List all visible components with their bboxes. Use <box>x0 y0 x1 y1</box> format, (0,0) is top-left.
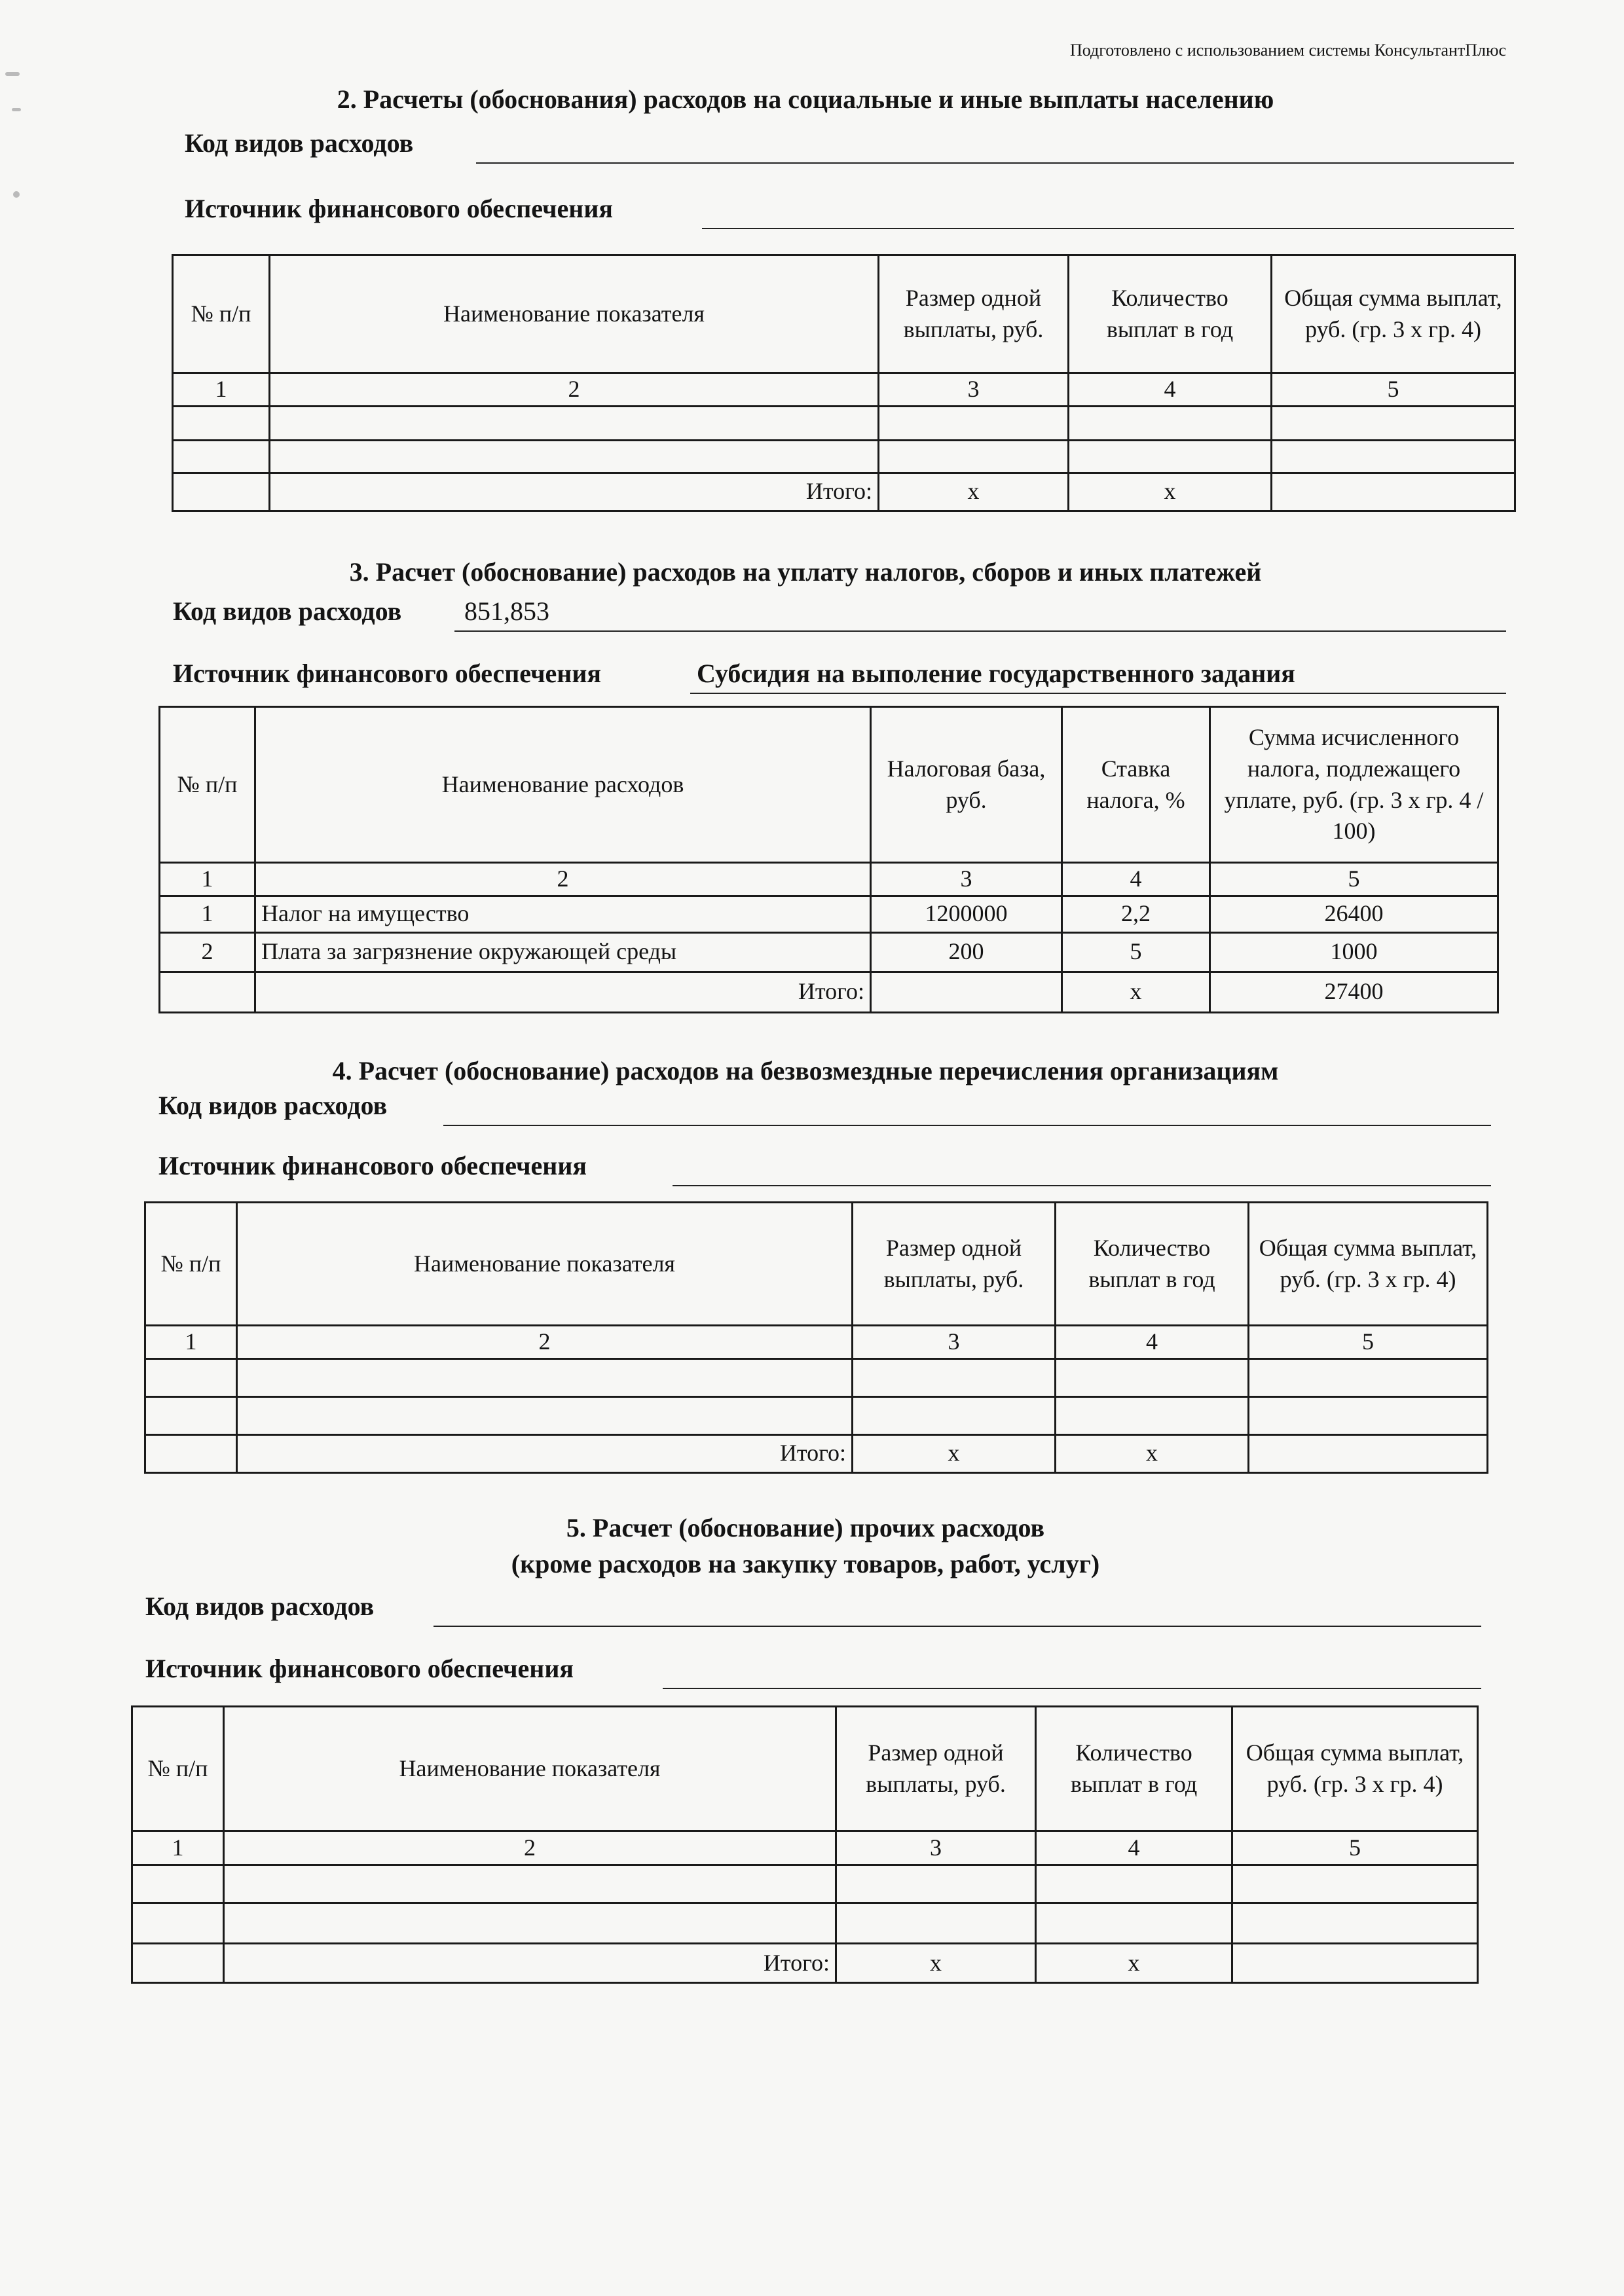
header-col-3: Размер одной выплаты, руб. <box>853 1203 1056 1326</box>
total-sum: 27400 <box>1210 972 1498 1012</box>
kod-line <box>476 162 1514 164</box>
row-num: 1 <box>160 896 255 932</box>
section-2-kod-field <box>185 124 1514 164</box>
kod-label: Код видов расходов <box>185 128 414 158</box>
source-line <box>673 1185 1491 1186</box>
col-number-cell: 1 <box>132 1831 224 1865</box>
itogo-label: Итого: <box>237 1434 853 1472</box>
col-number-cell: 5 <box>1232 1831 1478 1865</box>
source-line <box>702 228 1514 229</box>
header-col-4: Количество выплат в год <box>1069 255 1272 373</box>
total-x: х <box>836 1944 1036 1983</box>
section-2-table <box>172 254 1516 512</box>
total-x: х <box>879 473 1069 511</box>
col-number-cell: 2 <box>270 373 879 407</box>
header-name: Наименование показателя <box>237 1203 853 1326</box>
header-col-4: Количество выплат в год <box>1036 1707 1232 1831</box>
header-num: № п/п <box>145 1203 237 1326</box>
table-row <box>160 932 1498 972</box>
col-number-cell: 4 <box>1036 1831 1232 1865</box>
header-num: № п/п <box>173 255 270 373</box>
header-note: Подготовлено с использованием системы КонсультантПлюс <box>1069 41 1506 60</box>
header-col-5: Общая сумма выплат, руб. (гр. 3 х гр. 4) <box>1232 1707 1478 1831</box>
header-col-3: Размер одной выплаты, руб. <box>879 255 1069 373</box>
section-4-kod-field <box>158 1087 1491 1126</box>
col-number-cell: 2 <box>224 1831 836 1865</box>
header-col-3: Размер одной выплаты, руб. <box>836 1707 1036 1831</box>
total-x: х <box>1069 473 1272 511</box>
col-number-cell: 2 <box>255 863 871 896</box>
section-4-title: 4. Расчет (обоснование) расходов на безвозмездные перечисления организациям <box>332 1056 1279 1085</box>
section-5-source-field <box>145 1650 1481 1689</box>
col-number-cell: 5 <box>1249 1326 1488 1359</box>
section-3-source-field <box>173 655 1506 694</box>
total-row <box>145 1434 1488 1472</box>
row-name: Налог на имущество <box>255 896 871 932</box>
section-3-table <box>158 706 1499 1013</box>
section-5-title-line-2: (кроме расходов на закупку товаров, работ, услуг) <box>511 1549 1100 1578</box>
section-4-table <box>144 1201 1488 1474</box>
header-col-5: Общая сумма выплат, руб. (гр. 3 х гр. 4) <box>1272 255 1515 373</box>
col-number-cell: 3 <box>836 1831 1036 1865</box>
kod-label: Код видов расходов <box>173 596 402 626</box>
row-base: 1200000 <box>871 896 1062 932</box>
source-label: Источник финансового обеспечения <box>173 659 602 688</box>
itogo-label: Итого: <box>224 1944 836 1983</box>
header-name: Наименование показателя <box>270 255 879 373</box>
col-number-cell: 5 <box>1210 863 1498 896</box>
kod-label: Код видов расходов <box>158 1091 388 1120</box>
header-num: № п/п <box>160 707 255 863</box>
source-value: Субсидия на выполение государственного задания <box>697 659 1295 688</box>
section-4-source-field <box>158 1147 1491 1186</box>
table-row <box>132 1903 1478 1944</box>
row-rate: 5 <box>1062 932 1210 972</box>
row-name: Плата за загрязнение окружающей среды <box>255 932 871 972</box>
scan-mark <box>13 191 20 198</box>
row-sum: 1000 <box>1210 932 1498 972</box>
table-row <box>160 896 1498 932</box>
col-number-cell: 3 <box>879 373 1069 407</box>
col-number-cell: 5 <box>1272 373 1515 407</box>
header-col-4: Количество выплат в год <box>1056 1203 1249 1326</box>
header-num: № п/п <box>132 1707 224 1831</box>
source-line <box>663 1688 1481 1689</box>
col-number-cell: 1 <box>160 863 255 896</box>
kod-line <box>434 1626 1481 1627</box>
section-2-source-field <box>185 190 1514 229</box>
source-line <box>690 693 1506 694</box>
total-row <box>132 1944 1478 1983</box>
total-x: х <box>1036 1944 1232 1983</box>
table-row <box>132 1865 1478 1903</box>
row-num: 2 <box>160 932 255 972</box>
kod-value: 851,853 <box>464 596 549 626</box>
header-name: Наименование расходов <box>255 707 871 863</box>
header-name: Наименование показателя <box>224 1707 836 1831</box>
col-number-cell: 2 <box>237 1326 853 1359</box>
section-3-title: 3. Расчет (обоснование) расходов на уплату налогов, сборов и иных платежей <box>349 557 1262 587</box>
header-col-3: Налоговая база, руб. <box>871 707 1062 863</box>
table-row <box>145 1396 1488 1434</box>
table-row <box>173 406 1515 440</box>
row-rate: 2,2 <box>1062 896 1210 932</box>
col-number-cell: 4 <box>1069 373 1272 407</box>
section-5-table <box>131 1705 1479 1984</box>
header-col-4: Ставка налога, % <box>1062 707 1210 863</box>
kod-line <box>443 1125 1491 1126</box>
section-5-title-line-1: 5. Расчет (обоснование) прочих расходов <box>566 1513 1045 1542</box>
section-3-kod-field <box>173 592 1506 632</box>
total-x: х <box>1062 972 1210 1012</box>
section-2-title: 2. Расчеты (обоснования) расходов на социальные и иные выплаты населению <box>337 84 1274 114</box>
scan-mark <box>12 108 21 111</box>
source-label: Источник финансового обеспечения <box>185 194 614 223</box>
col-number-cell: 4 <box>1056 1326 1249 1359</box>
header-col-5: Общая сумма выплат, руб. (гр. 3 х гр. 4) <box>1249 1203 1488 1326</box>
total-row <box>160 972 1498 1012</box>
source-label: Источник финансового обеспечения <box>145 1654 574 1683</box>
col-number-cell: 4 <box>1062 863 1210 896</box>
source-label: Источник финансового обеспечения <box>158 1151 587 1180</box>
col-number-cell: 3 <box>853 1326 1056 1359</box>
row-sum: 26400 <box>1210 896 1498 932</box>
table-row <box>173 440 1515 473</box>
total-x: х <box>1056 1434 1249 1472</box>
section-5-kod-field <box>145 1588 1481 1627</box>
header-col-5: Сумма исчисленного налога, подлежащего уплате, руб. (гр. 3 х гр. 4 / 100) <box>1210 707 1498 863</box>
total-row <box>173 473 1515 511</box>
kod-label: Код видов расходов <box>145 1592 375 1621</box>
kod-line <box>454 630 1506 632</box>
itogo-label: Итого: <box>270 473 879 511</box>
table-row <box>145 1358 1488 1396</box>
col-number-cell: 1 <box>145 1326 237 1359</box>
col-number-cell: 1 <box>173 373 270 407</box>
total-x: х <box>853 1434 1056 1472</box>
col-number-cell: 3 <box>871 863 1062 896</box>
row-base: 200 <box>871 932 1062 972</box>
itogo-label: Итого: <box>255 972 871 1012</box>
scan-mark <box>5 72 20 76</box>
